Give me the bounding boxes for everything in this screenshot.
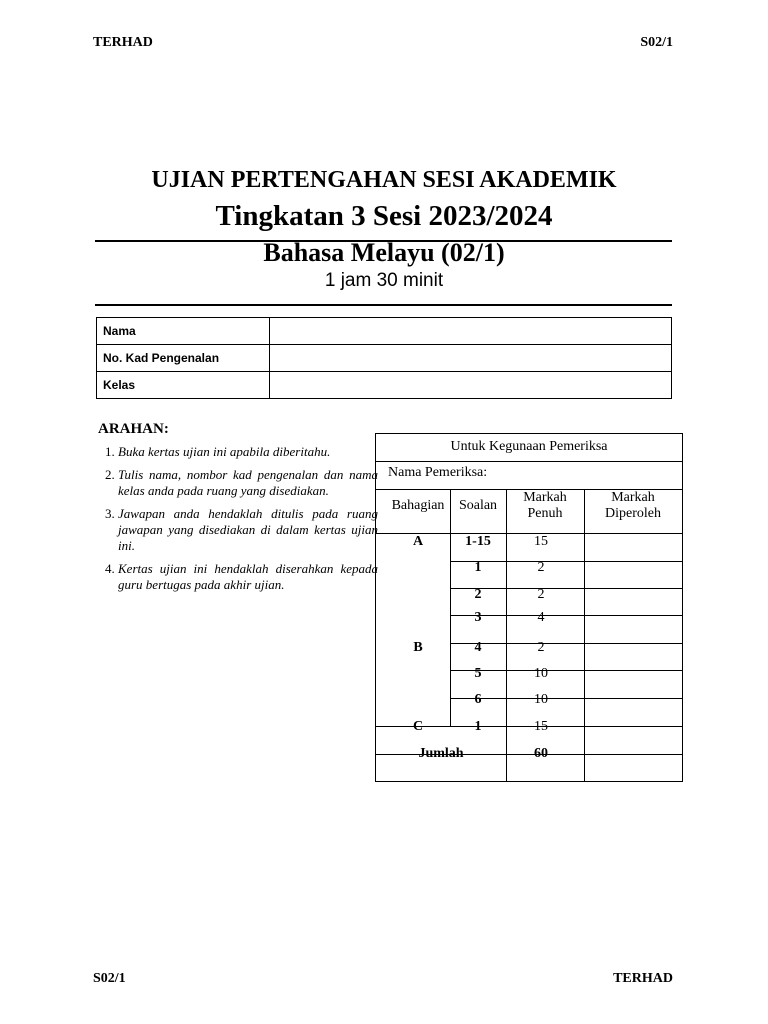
info-row-name [97,318,672,345]
marks-cell: 15 [534,534,548,549]
question-cell: 5 [474,666,482,681]
info-label: Kelas [97,372,270,399]
divider-bottom [95,304,672,306]
marks-cell: 2 [537,560,545,575]
instruction-item: 1. Buka kertas ujian ini apabila diberitahu. [118,444,378,460]
ic-number-field[interactable] [270,345,672,372]
candidate-info-table [96,317,672,399]
header-section: Bahagian [391,498,445,513]
marks-cell: 10 [534,692,548,707]
header-right: S02/1 [640,35,673,50]
marks-cell: 10 [534,666,548,681]
header-question: Soalan [458,498,498,513]
instruction-item: 3. Jawapan anda hendaklah ditulis pada ruang jawapan yang disediakan di dalam kertas ujian ini. [118,506,378,554]
question-cell: 6 [474,692,482,707]
instruction-item: 2. Tulis nama, nombor kad pengenalan dan nama kelas anda pada ruang yang disediakan. [118,467,378,499]
instructions-list [98,444,378,600]
info-label: Nama [97,318,270,345]
question-cell: 2 [474,587,482,602]
header-full-marks-1: Markah [523,490,567,505]
examiner-name-label: Nama Pemeriksa: [388,465,488,480]
info-row-ic [97,345,672,372]
marks-cell: 15 [534,719,548,734]
subject-title: Bahasa Melayu (02/1) [263,238,505,267]
footer-left: S02/1 [93,971,126,986]
instruction-item: 4. Kertas ujian ini hendaklah diserahkan kepada guru bertugas pada akhir ujian. [118,561,378,593]
question-cell: 1 [474,719,482,734]
marks-cell: 2 [537,587,545,602]
level-title: Tingkatan 3 Sesi 2023/2024 [215,200,553,232]
question-cell: 1-15 [465,534,491,549]
header-full-marks-2: Penuh [527,506,563,521]
footer-right: TERHAD [613,971,673,986]
instructions-title: ARAHAN: [98,421,169,437]
exam-title: UJIAN PERTENGAHAN SESI AKADEMIK [151,167,617,193]
header-obtained-1: Markah [611,490,655,505]
section-a: A [412,534,424,549]
question-cell: 3 [474,610,482,625]
marks-cell: 2 [537,640,545,655]
header-left: TERHAD [93,35,153,50]
total-marks: 60 [534,746,548,761]
section-b: B [413,640,423,655]
total-label: Jumlah [418,746,464,761]
question-cell: 1 [474,560,482,575]
duration: 1 jam 30 minit [324,270,444,291]
question-cell: 4 [474,640,482,655]
marks-cell: 4 [537,610,545,625]
class-field[interactable] [270,372,672,399]
name-field[interactable] [270,318,672,345]
section-c: C [412,719,424,734]
examiner-table [375,433,683,782]
header-obtained-2: Diperoleh [605,506,661,521]
info-label: No. Kad Pengenalan [97,345,270,372]
examiner-table-title: Untuk Kegunaan Pemeriksa [450,439,608,454]
info-row-class [97,372,672,399]
